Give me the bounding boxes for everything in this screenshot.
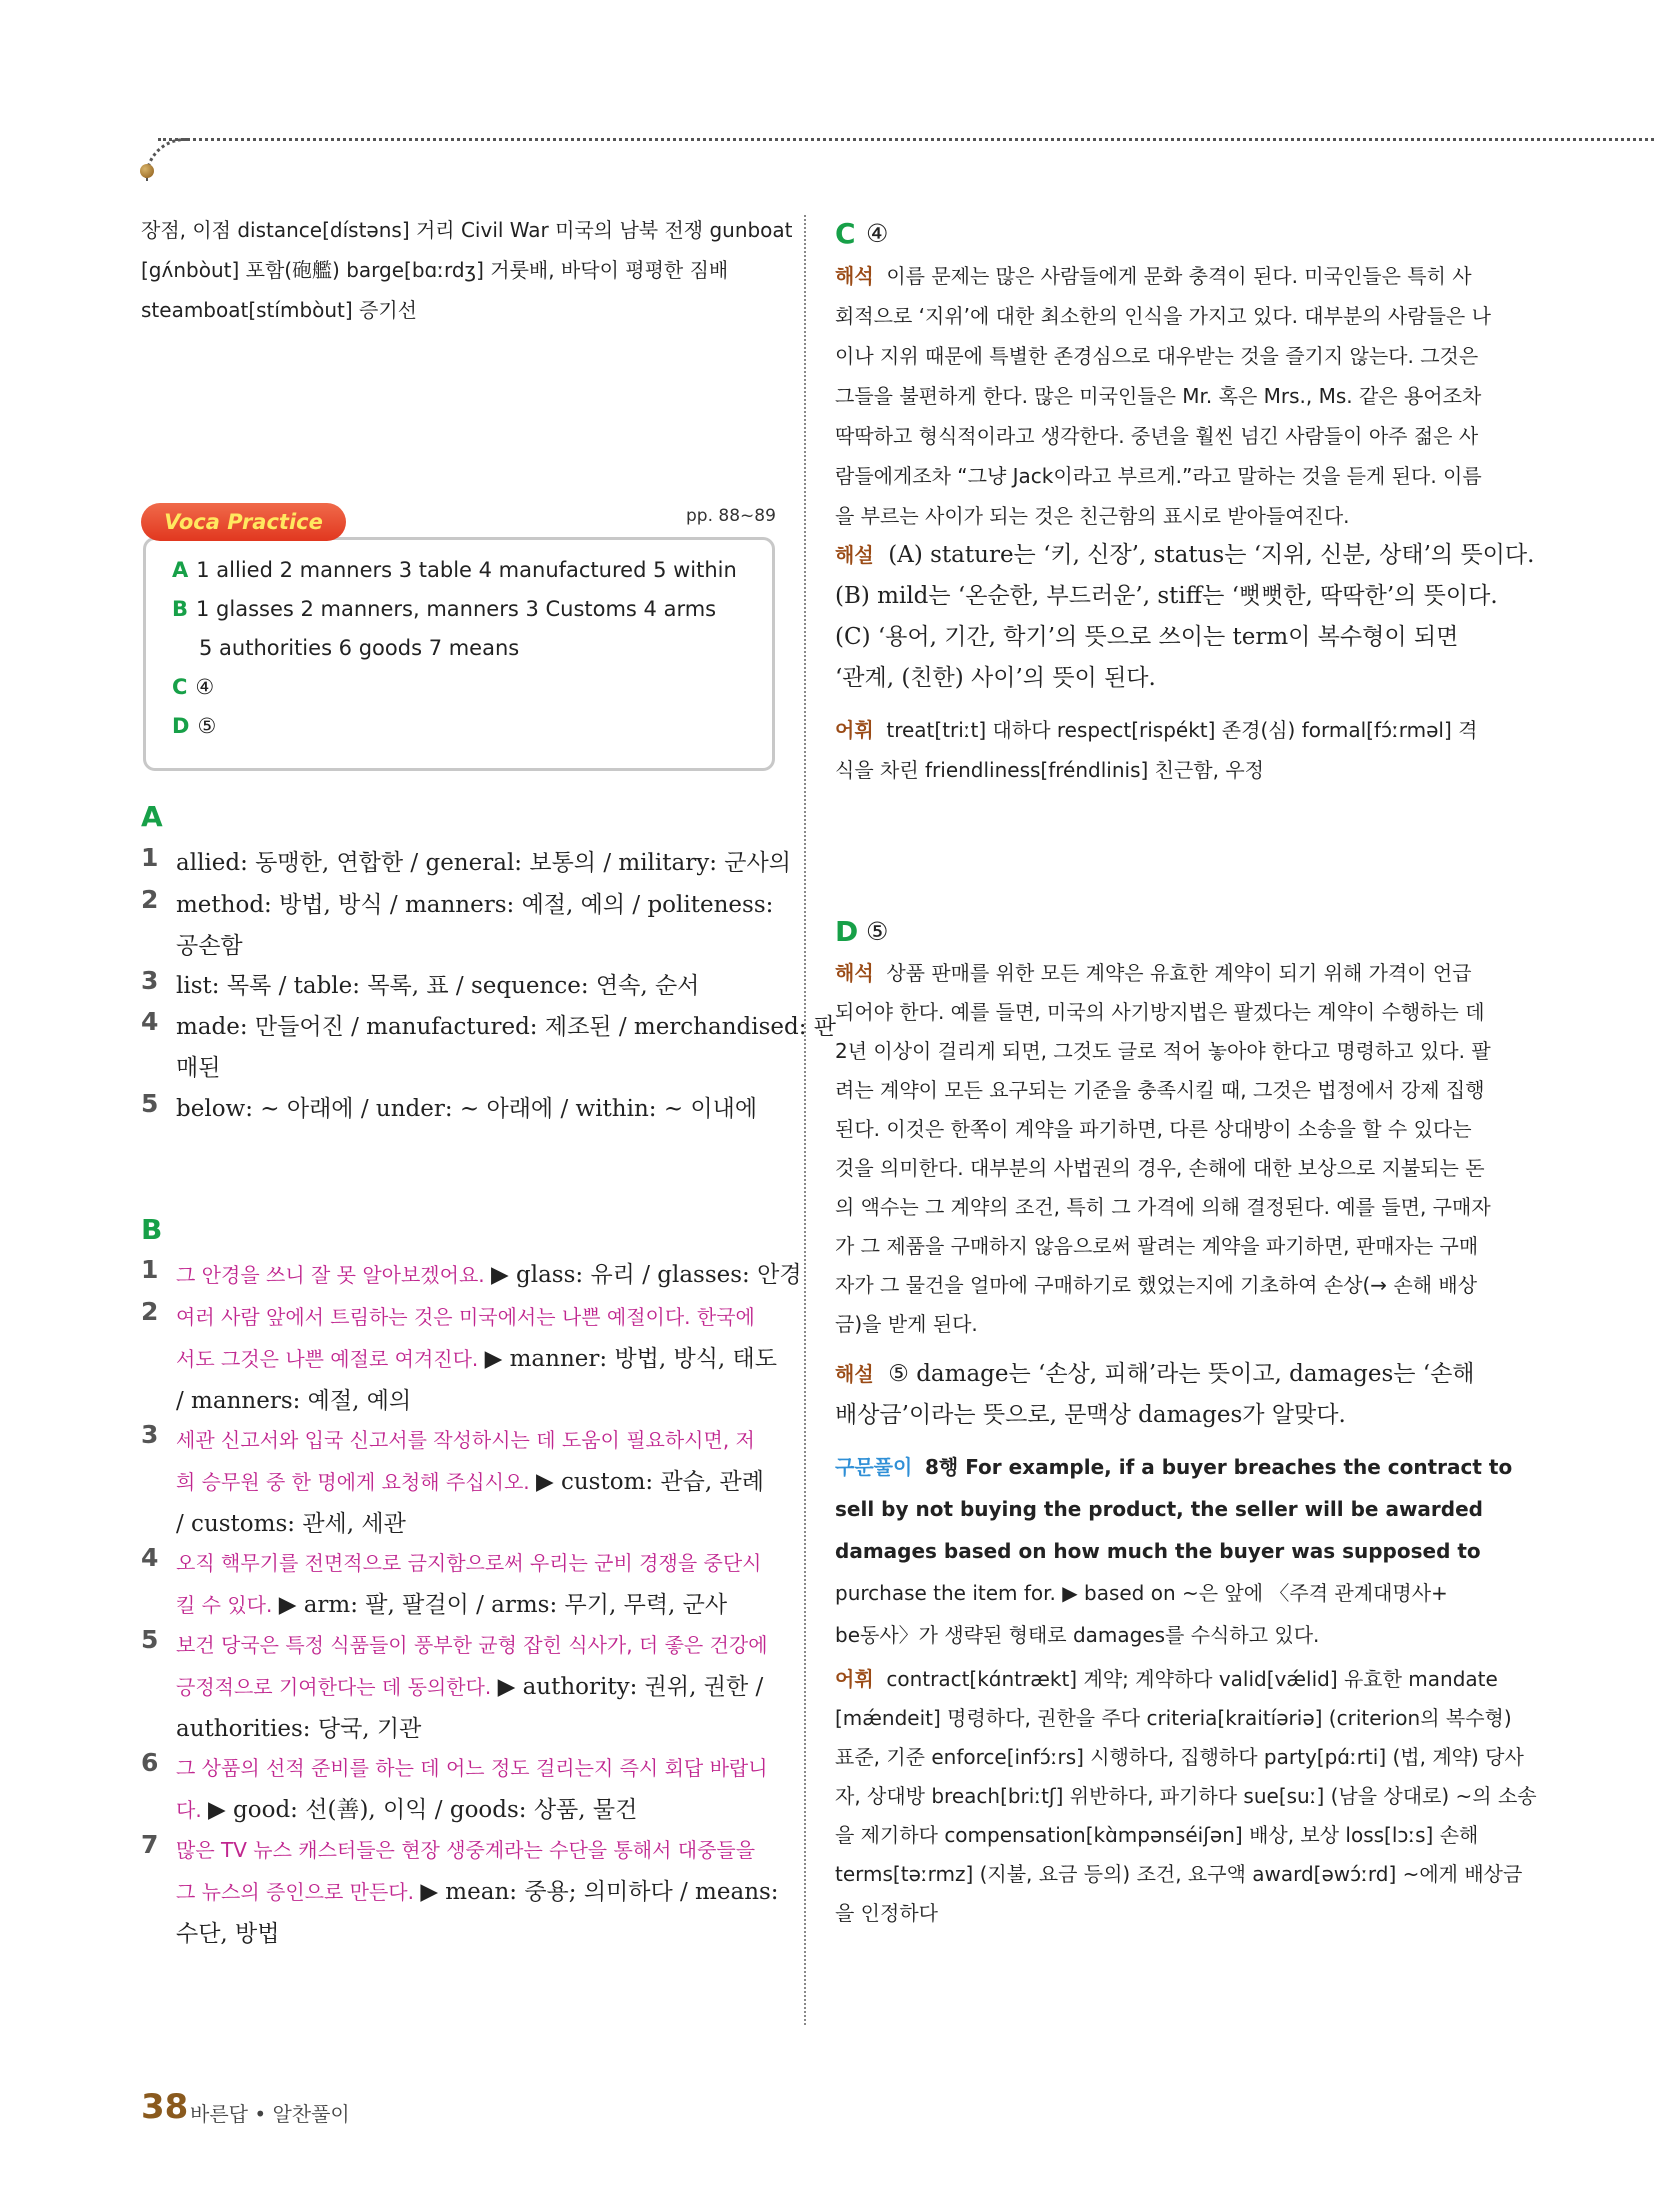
item-line (176, 1709, 773, 1751)
haeseol-line: (C) ‘용어, 기간, 학기’의 뜻으로 쓰이는 term이 복수형이 되면 (835, 624, 1459, 650)
haeseol-line: (B) mild는 ‘온순한, 부드러운’, stiff는 ‘뻣뻣한, 딱딱한’의 뜻이다. (835, 583, 1498, 609)
word-note: / manners: 예절, 예의 (176, 1388, 412, 1414)
page-number: 38 (141, 2087, 189, 2127)
eohwi-line: 을 제기하다 compensation[kɑ̀mpənséiʃən] 배상, 보상 loss[lɔːs] 손해 (835, 1823, 1479, 1847)
section-d-eohwi (835, 1660, 1537, 1933)
item-number: 1 (141, 1255, 159, 1284)
haeseok-line: 을 부르는 사이가 되는 것은 친근함의 표시로 받아들여진다. (835, 504, 1350, 528)
column-divider (804, 215, 806, 2025)
haeseok-line: 되어야 한다. 예를 들면, 미국의 사기방지법은 팔겠다는 계약이 수행하는 데 (835, 1000, 1485, 1024)
gumun-line: purchase the item for. ▶ based on ~은 앞에 〈주격 관계대명사+ (835, 1581, 1448, 1605)
eohwi-line: 을 인정하다 (835, 1901, 938, 1925)
korean-translation: 여러 사람 앞에서 트림하는 것은 미국에서는 나쁜 예절이다. 한국에 (176, 1305, 755, 1329)
word-note: ▶ manner: 방법, 방식, 태도 (484, 1346, 777, 1372)
section-d-answer: ⑤ (866, 917, 889, 946)
voca-practice-tag: Voca Practice (141, 503, 346, 541)
section-c-haeseol (835, 535, 1535, 699)
item-number: 3 (141, 966, 159, 995)
haeseok-label: 해석 (835, 264, 874, 288)
item-line: list: 목록 / table: 목록, 표 / sequence: 연속, 순서 (176, 973, 700, 999)
section-d-gumun (835, 1446, 1513, 1656)
section-d-haeseok (835, 954, 1491, 1344)
item-number: 7 (141, 1830, 159, 1859)
section-d-heading: D (835, 915, 859, 948)
item-line: 매된 (176, 1055, 221, 1081)
item-line (176, 1872, 779, 1914)
item-number: 4 (141, 1007, 159, 1036)
item-line (176, 1543, 773, 1585)
item-line (176, 1667, 773, 1709)
korean-translation: 그 안경을 쓰니 잘 못 알아보겠어요. (176, 1263, 491, 1287)
eohwi-line: 자, 상대방 breach[briːtʃ] 위반하다, 파기하다 sue[suː] (남을 상대로) ~의 소송 (835, 1784, 1537, 1808)
gumun-line: 8행 For example, if a buyer breaches the contract to (925, 1455, 1513, 1479)
korean-translation: 세관 신고서와 입국 신고서를 작성하시는 데 도움이 필요하시면, 저 (176, 1428, 755, 1452)
korean-translation: 긍정적으로 기여한다는 데 동의한다. (176, 1675, 498, 1699)
header-bead-icon (140, 164, 154, 178)
item-line (176, 1504, 773, 1546)
eohwi-line: treat[triːt] 대하다 respect[rispékt] 존경(심) formal[fɔ́ːrməl] 격 (886, 718, 1478, 742)
word-note: ▶ arm: 팔, 팔걸이 / arms: 무기, 무력, 군사 (278, 1592, 728, 1618)
item-number: 5 (141, 1625, 159, 1654)
top-vocab-line: [gʌ́nbòut] 포함(砲艦) barge[bɑːrdʒ] 거룻배, 바닥이 평평한 짐배 (141, 258, 729, 282)
korean-translation: 킬 수 있다. (176, 1593, 279, 1617)
eohwi-label: 어휘 (835, 1667, 874, 1691)
word-note: ▶ mean: 중용; 의미하다 / means: (420, 1879, 779, 1905)
item-line (176, 1462, 773, 1504)
haeseol-line: ‘관계, (친한) 사이’의 뜻이 된다. (835, 665, 1156, 691)
voca-row: A 1 allied 2 manners 3 table 4 manufactured 5 within (172, 558, 737, 582)
korean-translation: 보건 당국은 특정 식품들이 풍부한 균형 잡힌 식사가, 더 좋은 건강에 (176, 1633, 768, 1657)
footer-title: 바른답 • 알찬풀이 (190, 2102, 350, 2126)
word-note: authorities: 당국, 기관 (176, 1716, 422, 1742)
item-number: 6 (141, 1748, 159, 1777)
haeseok-line: 이나 지위 때문에 특별한 존경심으로 대우받는 것을 즐기지 않는다. 그것은 (835, 344, 1479, 368)
voca-row: C ④ (172, 675, 215, 699)
gumun-line: be동사〉가 생략된 형태로 damages를 수식하고 있다. (835, 1623, 1320, 1647)
section-d-haeseol (835, 1354, 1475, 1436)
eohwi-line: 표준, 기준 enforce[infɔ́ːrs] 시행하다, 집행하다 party[pɑ́ːrti] (법, 계약) 당사 (835, 1745, 1524, 1769)
item-line (176, 1585, 773, 1627)
word-note: / customs: 관세, 세관 (176, 1511, 406, 1537)
voca-row: D ⑤ (172, 714, 217, 738)
gumun-line: damages based on how much the buyer was supposed to (835, 1539, 1481, 1563)
korean-translation: 그 상품의 선적 준비를 하는 데 어느 정도 걸리는지 즉시 회답 바랍니 (176, 1756, 768, 1780)
haeseok-line: 이름 문제는 많은 사람들에게 문화 충격이 된다. 미국인들은 특히 사 (886, 264, 1472, 288)
eohwi-line: contract[kɑ́ntrækt] 계약; 계약하다 valid[vǽlid] 유효한 mandate (886, 1667, 1498, 1691)
haeseok-line: 의 액수는 그 계약의 조건, 특히 그 가격에 의해 결정된다. 예를 들면, 구매자 (835, 1195, 1491, 1219)
item-line (176, 1790, 773, 1832)
top-vocab-line: 장점, 이점 distance[dístəns] 거리 Civil War 미국의 남북 전쟁 gunboat (141, 218, 793, 242)
haeseok-line: 금)을 받게 된다. (835, 1312, 978, 1336)
section-c-heading: C (835, 217, 856, 250)
haeseol-line: ⑤ damage는 ‘손상, 피해’라는 뜻이고, damages는 ‘손해 (888, 1361, 1475, 1387)
item-line (176, 1748, 773, 1790)
voca-row: B 1 glasses 2 manners, manners 3 Customs 4 arms (172, 597, 717, 621)
haeseok-line: 려는 계약이 모든 요구되는 기준을 충족시킬 때, 그것은 법정에서 강제 집행 (835, 1078, 1485, 1102)
haeseol-label: 해설 (835, 1362, 874, 1386)
item-line: allied: 동맹한, 연합한 / general: 보통의 / military: 군사의 (176, 850, 791, 876)
item-line: method: 방법, 방식 / manners: 예절, 예의 / politeness: (176, 892, 774, 918)
haeseok-line: 람들에게조차 “그냥 Jack이라고 부르게.”라고 말하는 것을 듣게 된다. 이름 (835, 464, 1482, 488)
section-c-haeseok (835, 256, 1491, 536)
eohwi-line: 식을 차린 friendliness[fréndlinis] 친근함, 우정 (835, 758, 1264, 782)
item-line: below: ~ 아래에 / under: ~ 아래에 / within: ~ 이내에 (176, 1096, 758, 1122)
item-line (176, 1914, 773, 1956)
word-note: ▶ good: 선(善), 이익 / goods: 상품, 물건 (208, 1797, 638, 1823)
section-c-answer: ④ (866, 219, 889, 248)
haeseok-line: 된다. 이것은 한쪽이 계약을 파기하면, 다른 상대방이 소송을 할 수 있다는 (835, 1117, 1472, 1141)
item-number: 1 (141, 843, 159, 872)
gumun-line: sell by not buying the product, the seller will be awarded (835, 1497, 1483, 1521)
gumun-label: 구문풀이 (835, 1455, 913, 1479)
korean-translation: 희 승무원 중 한 명에게 요청해 주십시오. (176, 1470, 536, 1494)
eohwi-label: 어휘 (835, 718, 874, 742)
haeseok-line: 딱딱하고 형식적이라고 생각한다. 중년을 훨씬 넘긴 사람들이 아주 젊은 사 (835, 424, 1479, 448)
eohwi-line: [mǽndeit] 명령하다, 권한을 주다 criteria[kraitíəriə] (criterion의 복수형) (835, 1706, 1512, 1730)
header-dotted-line (158, 138, 1654, 141)
haeseok-line: 회적으로 ‘지위’에 대한 최소한의 인식을 가지고 있다. 대부분의 사람들은 나 (835, 304, 1491, 328)
voca-practice-pages: pp. 88~89 (686, 506, 776, 526)
item-line (176, 1420, 773, 1462)
haeseok-line: 가 그 제품을 구매하지 않음으로써 팔려는 계약을 파기하면, 판매자는 구매 (835, 1234, 1479, 1258)
word-note: ▶ custom: 관습, 관례 (535, 1469, 764, 1495)
item-line: made: 만들어진 / manufactured: 제조된 / merchandised: 판 (176, 1014, 837, 1040)
haeseok-line: 상품 판매를 위한 모든 계약은 유효한 계약이 되기 위해 가격이 언급 (886, 961, 1472, 985)
haeseol-line: 배상금’이라는 뜻으로, 문맥상 damages가 알맞다. (835, 1402, 1346, 1428)
haeseok-line: 자가 그 물건을 얼마에 구매하기로 했었는지에 기초하여 손상(→ 손해 배상 (835, 1273, 1478, 1297)
word-note: 수단, 방법 (176, 1921, 280, 1947)
korean-translation: 그 뉴스의 증인으로 만든다. (176, 1880, 421, 1904)
voca-row: 5 authorities 6 goods 7 means (199, 636, 520, 660)
word-note: ▶ glass: 유리 / glasses: 안경 (490, 1262, 802, 1288)
section-a-heading: A (141, 800, 163, 833)
item-line (176, 1255, 802, 1297)
item-line (176, 1381, 773, 1423)
item-number: 5 (141, 1089, 159, 1118)
item-line: 공손함 (176, 933, 243, 959)
haeseol-line: (A) stature는 ‘키, 신장’, status는 ‘지위, 신분, 상태’의 뜻이다. (888, 542, 1535, 568)
korean-translation: 다. (176, 1798, 209, 1822)
item-number: 2 (141, 1297, 159, 1326)
haeseok-line: 것을 의미한다. 대부분의 사법권의 경우, 손해에 대한 보상으로 지불되는 돈 (835, 1156, 1485, 1180)
item-line (176, 1297, 773, 1339)
top-vocab-block (141, 210, 793, 330)
item-number: 4 (141, 1543, 159, 1572)
korean-translation: 서도 그것은 나쁜 예절로 여겨진다. (176, 1347, 485, 1371)
word-note: ▶ authority: 권위, 권한 / (497, 1674, 764, 1700)
top-vocab-line: steamboat[stímbòut] 증기선 (141, 298, 418, 322)
item-number: 3 (141, 1420, 159, 1449)
eohwi-line: terms[təːrmz] (지불, 요금 등의) 조건, 요구액 award[əwɔ́ːrd] ~에게 배상금 (835, 1862, 1523, 1886)
item-line (176, 1339, 777, 1381)
haeseok-line: 그들을 불편하게 한다. 많은 미국인들은 Mr. 혹은 Mrs., Ms. 같은 용어조차 (835, 384, 1482, 408)
haeseok-label: 해석 (835, 961, 874, 985)
item-line (176, 1625, 773, 1667)
section-c-eohwi (835, 710, 1478, 790)
haeseok-line: 2년 이상이 걸리게 되면, 그것도 글로 적어 놓아야 한다고 명령하고 있다. 팔 (835, 1039, 1491, 1063)
section-b-heading: B (141, 1213, 163, 1246)
item-number: 2 (141, 885, 159, 914)
korean-translation: 많은 TV 뉴스 캐스터들은 현장 생중계라는 수단을 통해서 대중들을 (176, 1838, 756, 1862)
haeseol-label: 해설 (835, 543, 874, 567)
item-line (176, 1830, 773, 1872)
korean-translation: 오직 핵무기를 전면적으로 금지함으로써 우리는 군비 경쟁을 중단시 (176, 1551, 762, 1575)
